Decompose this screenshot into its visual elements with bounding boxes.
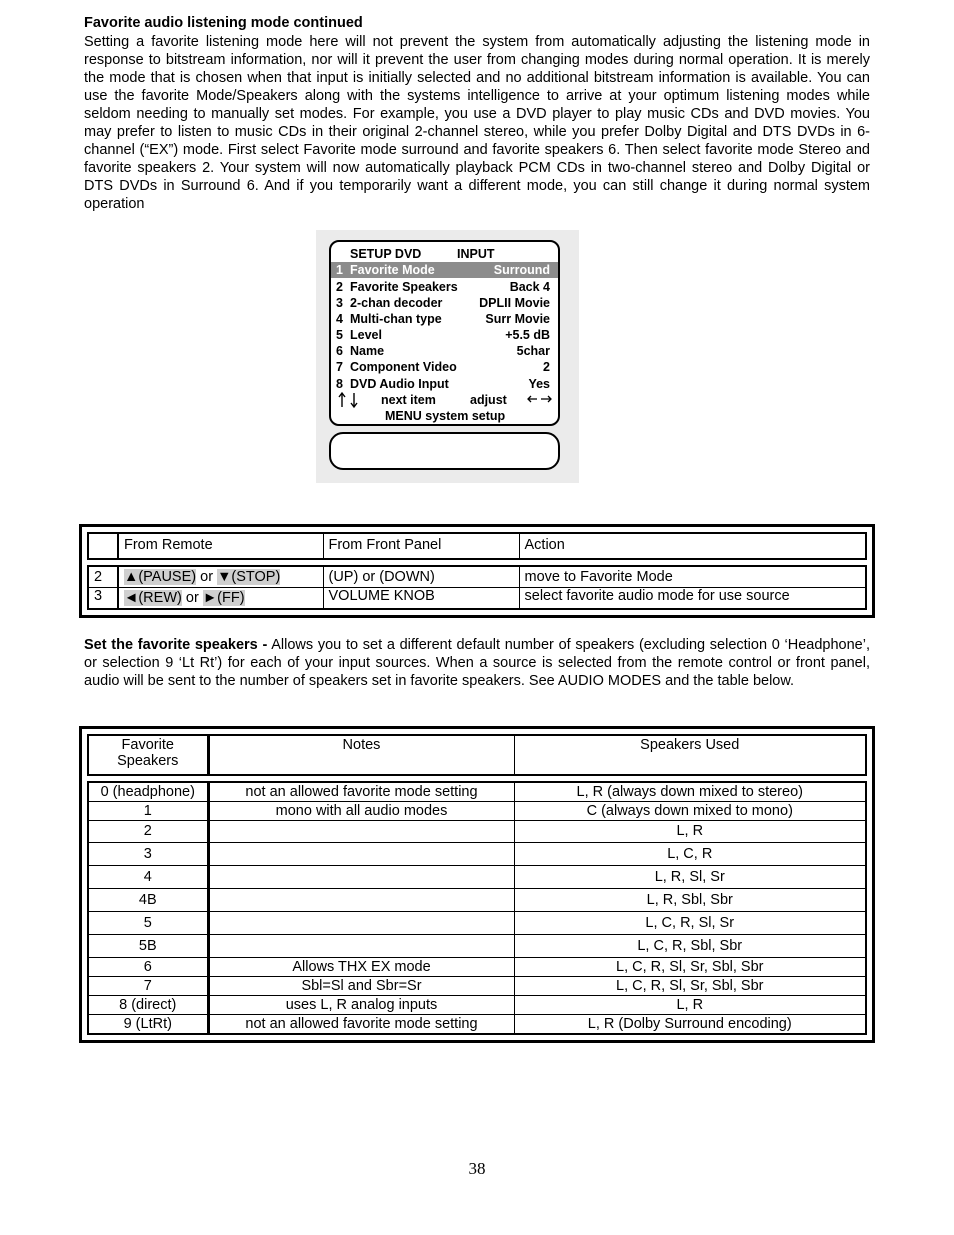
notes-cell bbox=[208, 843, 514, 866]
notes-cell: not an allowed favorite mode setting bbox=[208, 782, 514, 802]
speakers-used-cell: L, R, Sbl, Sbr bbox=[514, 889, 866, 912]
action-cell: select favorite audio mode for use source bbox=[519, 587, 866, 609]
table-row bbox=[88, 566, 866, 587]
speakers-used-cell: L, C, R, Sl, Sr, Sbl, Sbr bbox=[514, 958, 866, 977]
osd-menu-row-5 bbox=[331, 327, 558, 343]
speakers-used-cell: L, C, R bbox=[514, 843, 866, 866]
notes-cell: uses L, R analog inputs bbox=[208, 996, 514, 1015]
osd-menu-hint-row bbox=[331, 408, 558, 424]
favorite-speakers-cell: 1 bbox=[88, 802, 208, 821]
osd-row-label: Multi-chan type bbox=[350, 312, 442, 326]
favorite-speakers-cell: 0 (headphone) bbox=[88, 782, 208, 802]
osd-row-value: Yes bbox=[528, 377, 550, 391]
table-row bbox=[88, 821, 866, 843]
osd-menu-row-2 bbox=[331, 279, 558, 295]
action-cell: move to Favorite Mode bbox=[519, 566, 866, 587]
favorite-speakers-cell: 9 (LtRt) bbox=[88, 1015, 208, 1035]
table-row bbox=[88, 866, 866, 889]
left-right-arrows-icon bbox=[527, 393, 553, 409]
stop-key: ▼(STOP) bbox=[217, 569, 281, 585]
table-row bbox=[88, 912, 866, 935]
favorite-speakers-cell: 3 bbox=[88, 843, 208, 866]
table-row bbox=[88, 843, 866, 866]
header-notes: Notes bbox=[208, 735, 514, 775]
front-panel-cell: (UP) or (DOWN) bbox=[323, 566, 519, 587]
osd-menu-row-6 bbox=[331, 343, 558, 359]
osd-row-value: DPLII Movie bbox=[479, 296, 550, 310]
favorite-speakers-cell: 2 bbox=[88, 821, 208, 843]
header-step-cell bbox=[88, 533, 118, 559]
table-row bbox=[88, 935, 866, 958]
remote-or-text: or bbox=[185, 589, 199, 606]
osd-row-number: 7 bbox=[336, 360, 343, 374]
remote-control-steps-table bbox=[79, 524, 875, 618]
remote-or-text: or bbox=[200, 569, 214, 585]
pause-key: ▲(PAUSE) bbox=[124, 569, 197, 585]
speakers-used-cell: L, R (Dolby Surround encoding) bbox=[514, 1015, 866, 1035]
osd-row-label: Favorite Mode bbox=[350, 263, 435, 277]
favorite-speakers-paragraph bbox=[84, 636, 870, 690]
osd-menu-row-4 bbox=[331, 311, 558, 327]
osd-row-number: 8 bbox=[336, 377, 343, 391]
osd-row-label: DVD Audio Input bbox=[350, 377, 449, 391]
table-row bbox=[88, 587, 866, 609]
osd-row-value: Surround bbox=[493, 263, 550, 277]
rew-key: ◄(REW) bbox=[124, 589, 182, 606]
table-row bbox=[88, 977, 866, 996]
header-favorite-speakers: Favorite Speakers bbox=[88, 735, 208, 775]
remote-keys-cell bbox=[118, 587, 323, 609]
steps-header-table bbox=[87, 532, 867, 560]
osd-menu-row-3 bbox=[331, 295, 558, 311]
remote-keys-cell bbox=[118, 566, 323, 587]
steps-body-table bbox=[87, 565, 867, 610]
osd-row-label: 2-chan decoder bbox=[350, 296, 443, 310]
notes-cell bbox=[208, 889, 514, 912]
notes-cell: not an allowed favorite mode setting bbox=[208, 1015, 514, 1035]
osd-row-number: 4 bbox=[336, 312, 343, 326]
osd-row-number: 3 bbox=[336, 296, 343, 310]
osd-menu-hint: MENU system setup bbox=[385, 409, 506, 423]
table-row bbox=[88, 802, 866, 821]
intro-paragraph: Setting a favorite listening mode here will not prevent the system from automatically adjusting the listening mode in response to bitstream information, nor will it prevent the user from changing modes during normal operation. It is merely the mode that is chosen when that input is initially selected and no additional bitstream information is available. You can use the favorite Mode/Speakers along with the systems intelligence to arrive at your optimum listening modes while seldom needing to manually set modes. For example, you use a DVD player to play music CDs and DVD movies. You may prefer to listen to music CDs in their original 2-channel stereo, while you prefer Dolby Digital and DTS DVDs in 6-channel (“EX”) mode. First select Favorite mode surround and favorite speakers 6. Then select favorite mode Stereo and favorite speakers 2. Your system will now automatically playback PCM CDs in two-channel stereo and Dolby Digital or DTS DVDs in Surround 6. And if you temporarily want a different mode, you can still change it during normal system operation bbox=[84, 34, 870, 212]
favorite-speakers-cell: 6 bbox=[88, 958, 208, 977]
step-number: 2 bbox=[88, 566, 118, 587]
table-row bbox=[88, 782, 866, 802]
favorite-speakers-cell: 5B bbox=[88, 935, 208, 958]
notes-cell bbox=[208, 866, 514, 889]
osd-row-label: Favorite Speakers bbox=[350, 280, 458, 294]
header-speakers-used: Speakers Used bbox=[514, 735, 866, 775]
front-panel-cell: VOLUME KNOB bbox=[323, 587, 519, 609]
speakers-used-cell: L, C, R, Sl, Sr bbox=[514, 912, 866, 935]
notes-cell bbox=[208, 935, 514, 958]
table-row bbox=[88, 889, 866, 912]
step-number: 3 bbox=[88, 587, 118, 609]
table-row bbox=[88, 1015, 866, 1035]
speakers-used-cell: L, R bbox=[514, 996, 866, 1015]
osd-row-number: 6 bbox=[336, 344, 343, 358]
osd-hint-row bbox=[331, 392, 558, 408]
notes-cell: Sbl=Sl and Sbr=Sr bbox=[208, 977, 514, 996]
favorite-speakers-cell: 4 bbox=[88, 866, 208, 889]
osd-row-value: +5.5 dB bbox=[505, 328, 550, 342]
header-from-remote: From Remote bbox=[118, 533, 323, 559]
page-number: 38 bbox=[468, 1159, 486, 1178]
section-heading: Favorite audio listening mode continued bbox=[84, 15, 363, 31]
osd-menu-row-7 bbox=[331, 359, 558, 375]
speakers-used-cell: L, R bbox=[514, 821, 866, 843]
speakers-body-table bbox=[87, 781, 867, 1035]
table-row bbox=[88, 996, 866, 1015]
speakers-header-table bbox=[87, 734, 867, 776]
speakers-used-cell: L, R, Sl, Sr bbox=[514, 866, 866, 889]
notes-cell bbox=[208, 912, 514, 935]
favorite-speakers-lead: Set the favorite speakers - bbox=[84, 637, 268, 653]
speakers-used-cell: L, C, R, Sl, Sr, Sbl, Sbr bbox=[514, 977, 866, 996]
favorite-speakers-text: Allows you to set a different default number of speakers (excluding selection 0 ‘Headphone’, or selection 9 ‘Lt Rt’) for each of your input sources. When a source is selected from the remote control or front panel, audio will be sent to the number of speakers set in favorite speakers. See AUDIO MODES and the table below. bbox=[84, 637, 870, 689]
osd-row-number: 2 bbox=[336, 280, 343, 294]
osd-title-left: SETUP DVD bbox=[350, 247, 422, 261]
osd-menu-row-8 bbox=[331, 376, 558, 392]
speakers-used-cell: L, R (always down mixed to stereo) bbox=[514, 782, 866, 802]
osd-row-label: Component Video bbox=[350, 360, 457, 374]
osd-next-item-hint: next item bbox=[381, 393, 436, 407]
osd-row-value: Surr Movie bbox=[485, 312, 550, 326]
osd-row-label: Name bbox=[350, 344, 385, 358]
favorite-speakers-cell: 5 bbox=[88, 912, 208, 935]
osd-adjust-hint: adjust bbox=[470, 393, 507, 407]
favorite-speakers-cell: 8 (direct) bbox=[88, 996, 208, 1015]
favorite-speakers-table bbox=[79, 726, 875, 1043]
ff-key: ►(FF) bbox=[202, 589, 245, 606]
header-from-front-panel: From Front Panel bbox=[323, 533, 519, 559]
favorite-speakers-cell: 7 bbox=[88, 977, 208, 996]
osd-row-number: 1 bbox=[336, 263, 343, 277]
notes-cell bbox=[208, 821, 514, 843]
osd-screen bbox=[329, 240, 560, 426]
osd-title-right: INPUT bbox=[457, 247, 495, 261]
speakers-used-cell: L, C, R, Sbl, Sbr bbox=[514, 935, 866, 958]
header-action: Action bbox=[519, 533, 866, 559]
speakers-used-cell: C (always down mixed to mono) bbox=[514, 802, 866, 821]
osd-row-value: Back 4 bbox=[509, 280, 550, 294]
table-row bbox=[88, 958, 866, 977]
osd-row-value: 5char bbox=[516, 344, 550, 358]
osd-menu-row-1 bbox=[331, 262, 558, 278]
osd-bottom-panel bbox=[329, 432, 560, 470]
notes-cell: mono with all audio modes bbox=[208, 802, 514, 821]
notes-cell: Allows THX EX mode bbox=[208, 958, 514, 977]
osd-row-value: 2 bbox=[543, 360, 550, 374]
osd-row-label: Level bbox=[350, 328, 382, 342]
favorite-speakers-cell: 4B bbox=[88, 889, 208, 912]
osd-row-number: 5 bbox=[336, 328, 343, 342]
